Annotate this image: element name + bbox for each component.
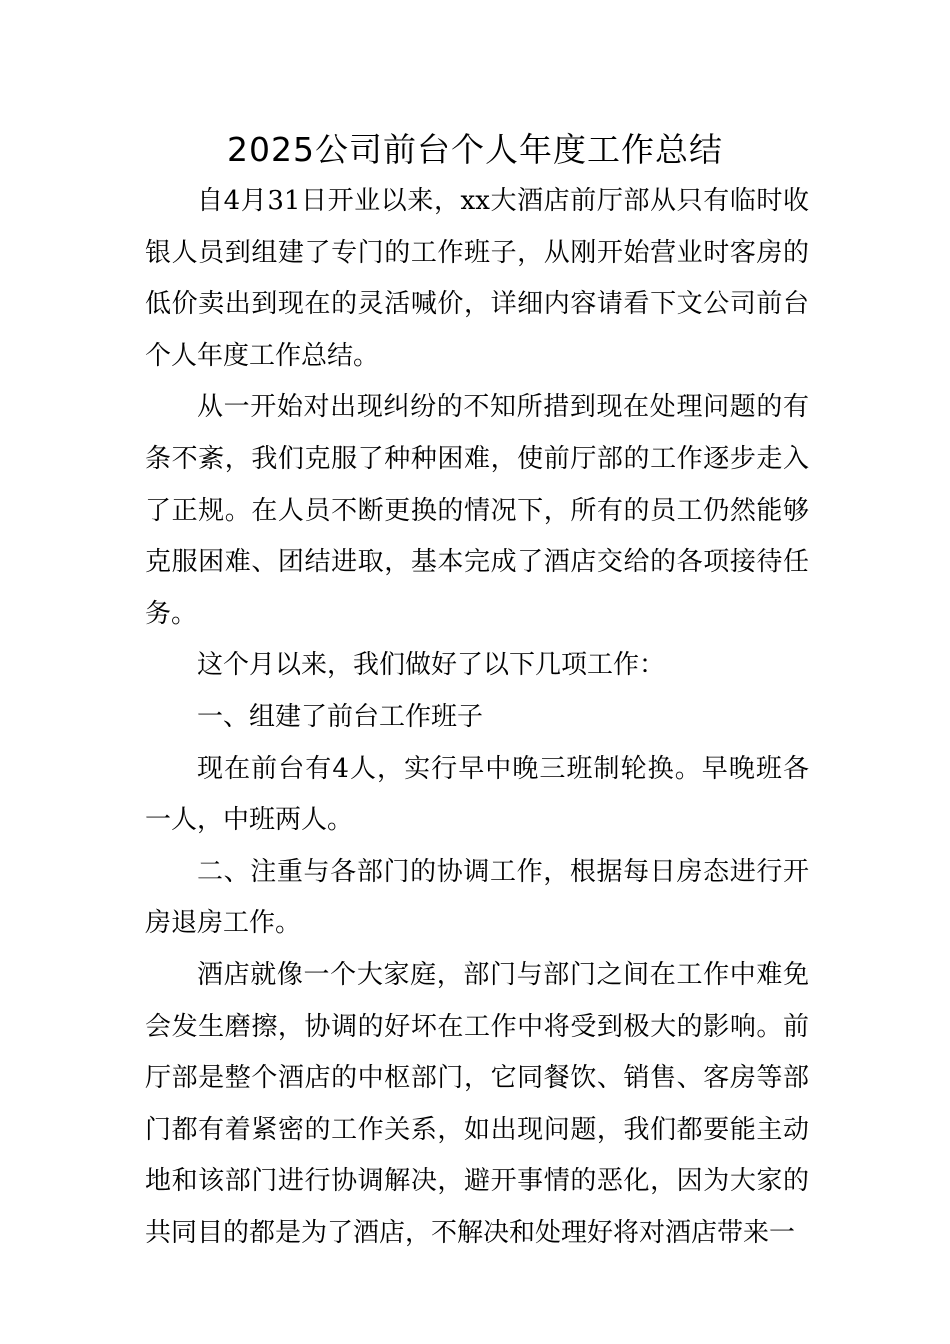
paragraph-progress: 从一开始对出现纠纷的不知所措到现在处理问题的有条不紊，我们克服了种种困难，使前厅部的工作逐步走入了正规。在人员不断更换的情况下，所有的员工仍然能够克服困难、团结进取，基本完成了酒店交给的各项接待任务。 bbox=[145, 392, 809, 629]
paragraph-coordination: 酒店就像一个大家庭，部门与部门之间在工作中难免会发生磨擦，协调的好坏在工作中将受到极大的影响。前厅部是整个酒店的中枢部门，它同餐饮、销售、客房等部门都有着紧密的工作关系，如出现问题，我们都要能主动地和该部门进行协调解决，避开事情的恶化，因为大家的共同目的都是为了酒店，不解决和处理好将对酒店带来一 bbox=[145, 959, 809, 1248]
document-title: 2025公司前台个人年度工作总结 bbox=[227, 130, 723, 169]
section-heading-2: 二、注重与各部门的协调工作，根据每日房态进行开房退房工作。 bbox=[145, 856, 809, 939]
section-heading-1: 一、组建了前台工作班子 bbox=[197, 701, 484, 732]
paragraph-staffing: 现在前台有4人，实行早中晚三班制轮换。早晚班各一人，中班两人。 bbox=[145, 753, 809, 836]
paragraph-work-list-intro: 这个月以来，我们做好了以下几项工作： bbox=[197, 650, 666, 681]
paragraph-intro: 自4月31日开业以来，xx大酒店前厅部从只有临时收银人员到组建了专门的工作班子，从刚开始营业时客房的低价卖出到现在的灵活喊价，详细内容请看下文公司前台个人年度工作总结。 bbox=[145, 186, 809, 371]
document-body bbox=[145, 176, 809, 1259]
